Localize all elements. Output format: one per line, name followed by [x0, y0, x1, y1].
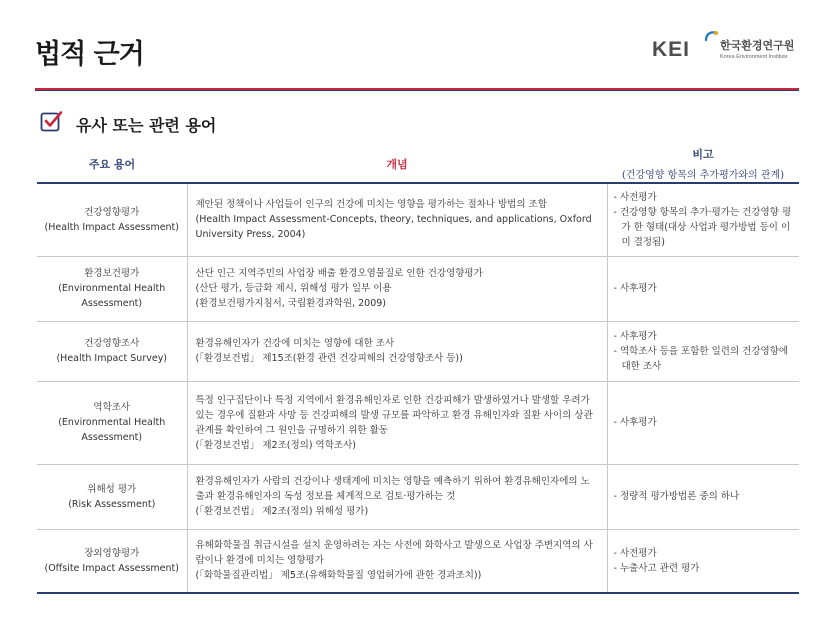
concept-source: (「환경보건법」 제15조(환경 관련 건강피해의 건강영향조사 등))	[195, 353, 463, 364]
section-title: 유사 또는 관련 용어	[76, 116, 217, 135]
note-item: - 누출사고 관련 평가	[613, 562, 700, 574]
logo-korean-name: 한국환경연구원	[720, 39, 795, 52]
concept-cell	[187, 381, 607, 464]
table-row	[37, 183, 799, 256]
term-name: 위해성 평가	[87, 483, 137, 495]
term-english: (Health Impact Assessment)	[44, 221, 179, 233]
term-name: 건강영향평가	[84, 206, 140, 218]
term-english: (Offsite Impact Assessment)	[44, 562, 179, 574]
concept-cell	[187, 256, 607, 321]
concept-text: 제안된 정책이나 사업들이 인구의 건강에 미치는 영향을 평가하는 절차나 방법의 조합	[195, 199, 547, 211]
concept-source: (환경보건평가지침서, 국립환경과학원, 2009)	[195, 298, 387, 309]
note-cell	[607, 381, 799, 464]
note-item: - 사후평가	[613, 417, 657, 428]
header-note	[607, 145, 799, 183]
term-cell	[37, 183, 187, 256]
table-row	[37, 529, 799, 593]
logo-swirl-icon	[703, 30, 719, 44]
table-row	[37, 464, 799, 529]
term-name: 건강영향조사	[84, 338, 140, 349]
concept-text: 특정 인구집단이나 특정 지역에서 환경유해인자로 인한 건강피해가 발생하였거나 발생할 우려가 있는 경우에 질환과 사망 등 건강피해의 발생 규모를 파악하고 환경 유해인자와 질환 사이의 상관관계를 확인하여 그 원인을 규명하기 위한 활동	[195, 394, 593, 436]
term-english: (Environmental Health Assessment)	[58, 417, 166, 443]
note-cell	[607, 256, 799, 321]
term-cell	[37, 256, 187, 321]
concept-cell	[187, 529, 607, 593]
term-cell	[37, 381, 187, 464]
note-item: - 사전평가	[613, 547, 657, 559]
logo-english-name: Korea Environment Institute	[720, 54, 788, 60]
note-cell	[607, 183, 799, 256]
term-name: 역학조사	[93, 402, 131, 413]
term-english: (Environmental Health Assessment)	[58, 283, 166, 309]
terms-table	[37, 145, 799, 594]
concept-text: 환경유해인자가 사람의 건강이나 생태계에 미치는 영향을 예측하기 위하여 환경유해인자에의 노출과 환경유해인자의 독성 정보를 체계적으로 검토·평가하는 것	[195, 476, 590, 502]
note-item: - 건강영향 항목의 추가·평가는 건강영향 평가 한 형태(대상 사업과 평가방법 등이 이미 결정됨)	[613, 206, 792, 248]
term-name: 환경보건평가	[84, 268, 140, 279]
table-row	[37, 381, 799, 464]
table-row	[37, 256, 799, 321]
table-header-row	[37, 145, 799, 183]
concept-text: 환경유해인자가 건강에 미치는 영향에 대한 조사	[195, 338, 395, 349]
note-item: - 역학조사 등을 포함한 일련의 건강영향에 대한 조사	[613, 345, 789, 372]
concept-source: (「환경보건법」 제2조(정의) 역학조사)	[195, 439, 356, 451]
note-cell	[607, 464, 799, 529]
concept-text: 유해화학물질 취급시설을 설치 운영하려는 자는 사전에 화학사고 발생으로 사업장 주변지역의 사람이나 환경에 미치는 영향평가	[195, 540, 593, 567]
kei-logo	[652, 30, 802, 66]
concept-source: (「환경보건법」 제2조(정의) 위해성 평가)	[195, 506, 369, 517]
term-cell	[37, 529, 187, 593]
term-cell	[37, 464, 187, 529]
note-cell	[607, 321, 799, 381]
page-title: 법적 근거	[35, 39, 144, 70]
note-cell	[607, 529, 799, 593]
header-concept: 개념	[187, 145, 607, 183]
logo-wordmark: KEI	[652, 38, 691, 61]
term-cell	[37, 321, 187, 381]
note-item: - 사후평가	[613, 330, 657, 342]
header-note-label: 비고	[692, 148, 714, 161]
concept-text: 산단 인근 지역주민의 사업장 배출 환경오염물질로 인한 건강영향평가	[195, 268, 483, 279]
term-english: (Health Impact Survey)	[56, 353, 168, 364]
header-note-sub: (건강영향 항목의 추가평가와의 관계)	[621, 170, 785, 181]
note-item: - 사전평가	[613, 191, 657, 203]
concept-source: (Health Impact Assessment-Concepts, theory, techniques, and applications, Oxford University Press, 2004)	[195, 214, 592, 241]
checkbox-check-icon	[40, 110, 64, 134]
table-row	[37, 321, 799, 381]
term-english: (Risk Assessment)	[68, 498, 156, 510]
note-item: - 사후평가	[613, 283, 657, 294]
concept-cell	[187, 464, 607, 529]
concept-source: (「화학물질관리법」 제5조(유해화학물질 영업허가에 관한 경과조치))	[195, 570, 482, 582]
concept-cell	[187, 183, 607, 256]
note-item: - 정량적 평가방법론 중의 하나	[613, 491, 740, 502]
concept-cell	[187, 321, 607, 381]
concept-source: (산단 평가, 등급화 제시, 위해성 평가 일부 이용	[195, 283, 392, 294]
header-divider-navy	[35, 90, 799, 91]
term-name: 장외영향평가	[84, 547, 140, 559]
header-term: 주요 용어	[37, 145, 187, 183]
